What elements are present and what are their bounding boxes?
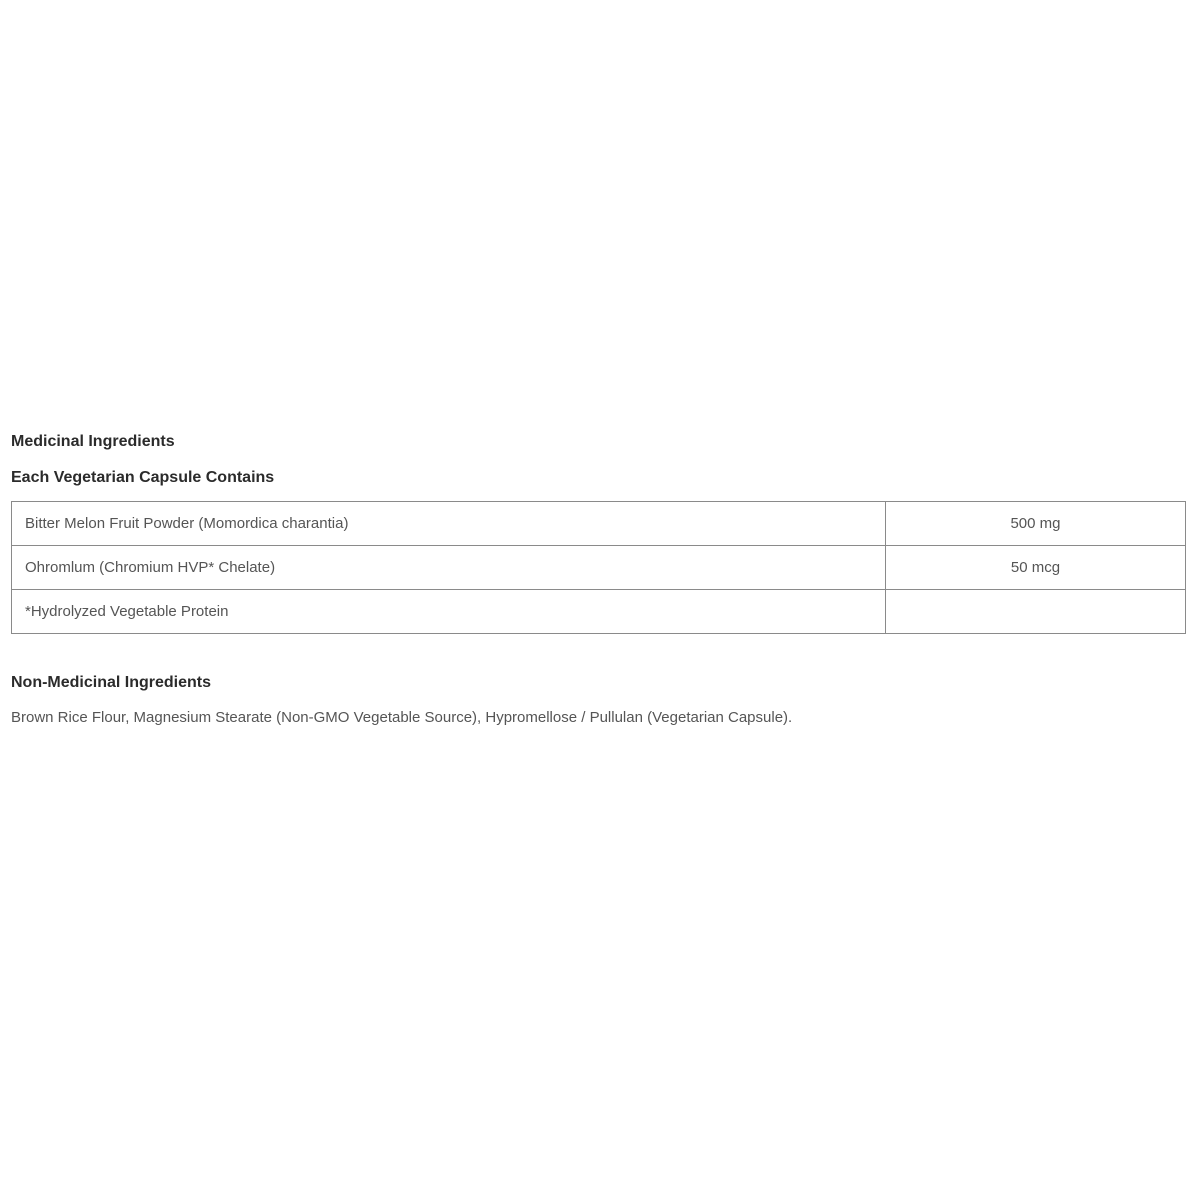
table-row	[12, 590, 1186, 634]
ingredient-name-cell: Bitter Melon Fruit Powder (Momordica charantia)	[12, 502, 886, 546]
table-row	[12, 546, 1186, 590]
ingredient-amount-cell	[886, 590, 1186, 634]
ingredient-footnote-cell: *Hydrolyzed Vegetable Protein	[12, 590, 886, 634]
non-medicinal-ingredients-heading: Non-Medicinal Ingredients	[11, 674, 212, 691]
ingredient-amount-cell: 50 mcg	[886, 546, 1186, 590]
medicinal-ingredients-heading: Medicinal Ingredients	[11, 433, 175, 450]
capsule-contents-subheading: Each Vegetarian Capsule Contains	[11, 469, 275, 486]
non-medicinal-ingredients-text: Brown Rice Flour, Magnesium Stearate (Non-GMO Vegetable Source), Hypromellose / Pullulan (Vegetarian Capsule).	[11, 709, 793, 726]
medicinal-ingredients-table	[11, 501, 1186, 634]
ingredients-section	[11, 430, 1185, 729]
table-row	[12, 502, 1186, 546]
ingredient-amount-cell: 500 mg	[886, 502, 1186, 546]
ingredient-name-cell: Ohromlum (Chromium HVP* Chelate)	[12, 546, 886, 590]
